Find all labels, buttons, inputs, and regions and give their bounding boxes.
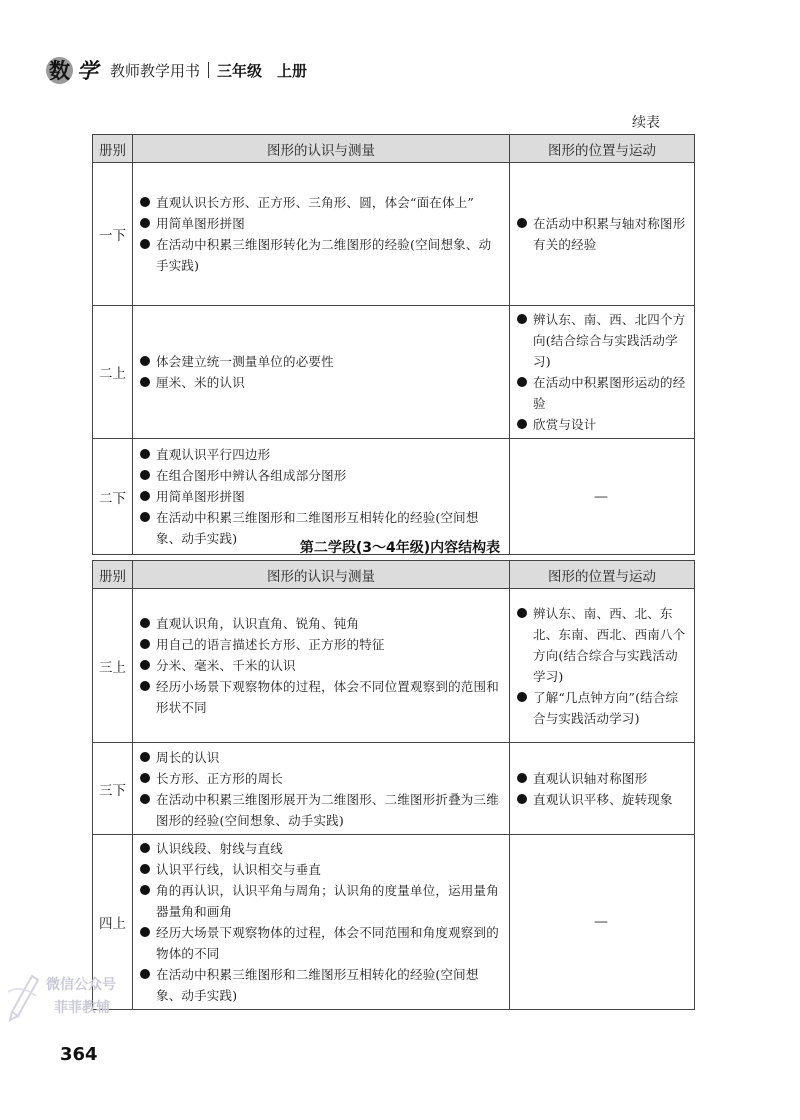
page-number: 364 (60, 1044, 98, 1065)
table-header-row (93, 561, 695, 589)
header-measurement: 图形的认识与测量 (133, 135, 510, 163)
table-row (93, 743, 695, 835)
list-item: 辨认东、南、西、北四个方向(结合综合与实践活动学习) (516, 309, 686, 372)
subject-logo (46, 57, 102, 84)
table-row (93, 589, 695, 743)
list-item: 在活动中积累三维图形转化为二维图形的经验(空间想象、动手实践) (139, 234, 501, 276)
header-divider (208, 62, 209, 78)
logo-char-1: 数 (46, 57, 73, 84)
list-item: 在活动中积累三维图形展开为二维图形、二维图形折叠为三维图形的经验(空间想象、动手实践) (139, 789, 501, 831)
grade-cell: 三下 (93, 743, 133, 835)
list-item: 直观认识平移、旋转现象 (516, 789, 686, 810)
list-item: 分米、毫米、千米的认识 (139, 655, 501, 676)
list-item: 周长的认识 (139, 747, 501, 768)
page-header (46, 54, 307, 86)
table-row (93, 163, 695, 306)
list-item: 直观认识轴对称图形 (516, 768, 686, 789)
pen-icon (6, 962, 46, 1022)
table-row (93, 835, 695, 1010)
grade-cell: 四上 (93, 835, 133, 1010)
watermark-line-2: 菲菲教辅 (54, 1000, 110, 1016)
position-cell (510, 743, 695, 835)
header-grade: 册别 (93, 135, 133, 163)
measurement-cell (133, 589, 510, 743)
list-item: 在组合图形中辨认各组成部分图形 (139, 465, 501, 486)
book-grade: 三年级 上册 (217, 61, 308, 80)
list-item: 在活动中积累三维图形和二维图形互相转化的经验(空间想象、动手实践) (139, 964, 501, 1006)
list-item: 在活动中积累三维图形和二维图形互相转化的经验(空间想象、动手实践) (139, 507, 501, 549)
empty-dash-cell: — (510, 835, 695, 1010)
logo-char-2: 学 (77, 59, 98, 83)
watermark-line-1: 微信公众号 (46, 977, 116, 993)
table-header-row (93, 135, 695, 163)
list-item: 欣赏与设计 (516, 414, 686, 435)
book-title: 教师教学用书 (110, 61, 201, 80)
header-grade: 册别 (93, 561, 133, 589)
list-item: 用自己的语言描述长方形、正方形的特征 (139, 634, 501, 655)
position-cell (510, 589, 695, 743)
list-item: 经历小场景下观察物体的过程，体会不同位置观察到的范围和形状不同 (139, 676, 501, 718)
grade-cell: 二下 (93, 439, 133, 555)
measurement-cell (133, 835, 510, 1010)
list-item: 直观认识角，认识直角、锐角、钝角 (139, 613, 501, 634)
measurement-cell (133, 743, 510, 835)
list-item: 用简单图形拼图 (139, 213, 501, 234)
content-table-2 (92, 560, 695, 1010)
list-item: 在活动中积累图形运动的经验 (516, 372, 686, 414)
table-2-title: 第二学段(3～4年级)内容结构表 (299, 540, 501, 556)
grade-cell: 二上 (93, 306, 133, 439)
watermark (6, 962, 156, 1022)
list-item: 经历大场景下观察物体的过程，体会不同范围和角度观察到的物体的不同 (139, 922, 501, 964)
list-item: 用简单图形拼图 (139, 486, 501, 507)
list-item: 直观认识长方形、正方形、三角形、圆，体会“面在体上” (139, 192, 501, 213)
grade-cell: 一下 (93, 163, 133, 306)
position-cell (510, 306, 695, 439)
list-item: 角的再认识，认识平角与周角；认识角的度量单位，运用量角器量角和画角 (139, 880, 501, 922)
table-row (93, 306, 695, 439)
header-position: 图形的位置与运动 (510, 135, 695, 163)
empty-dash-cell: — (510, 439, 695, 555)
list-item: 体会建立统一测量单位的必要性 (139, 351, 501, 372)
grade-cell: 三上 (93, 589, 133, 743)
content-table-1 (92, 134, 695, 555)
list-item: 认识线段、射线与直线 (139, 838, 501, 859)
continued-label: 续表 (632, 115, 660, 131)
list-item: 长方形、正方形的周长 (139, 768, 501, 789)
list-item: 认识平行线，认识相交与垂直 (139, 859, 501, 880)
measurement-cell (133, 306, 510, 439)
list-item: 了解“几点钟方向”(结合综合与实践活动学习) (516, 687, 686, 729)
header-measurement: 图形的认识与测量 (133, 561, 510, 589)
list-item: 在活动中积累与轴对称图形有关的经验 (516, 213, 686, 255)
list-item: 直观认识平行四边形 (139, 444, 501, 465)
list-item: 厘米、米的认识 (139, 372, 501, 393)
measurement-cell (133, 163, 510, 306)
header-position: 图形的位置与运动 (510, 561, 695, 589)
position-cell (510, 163, 695, 306)
list-item: 辨认东、南、西、北、东北、东南、西北、西南八个方向(结合综合与实践活动学习) (516, 603, 686, 687)
